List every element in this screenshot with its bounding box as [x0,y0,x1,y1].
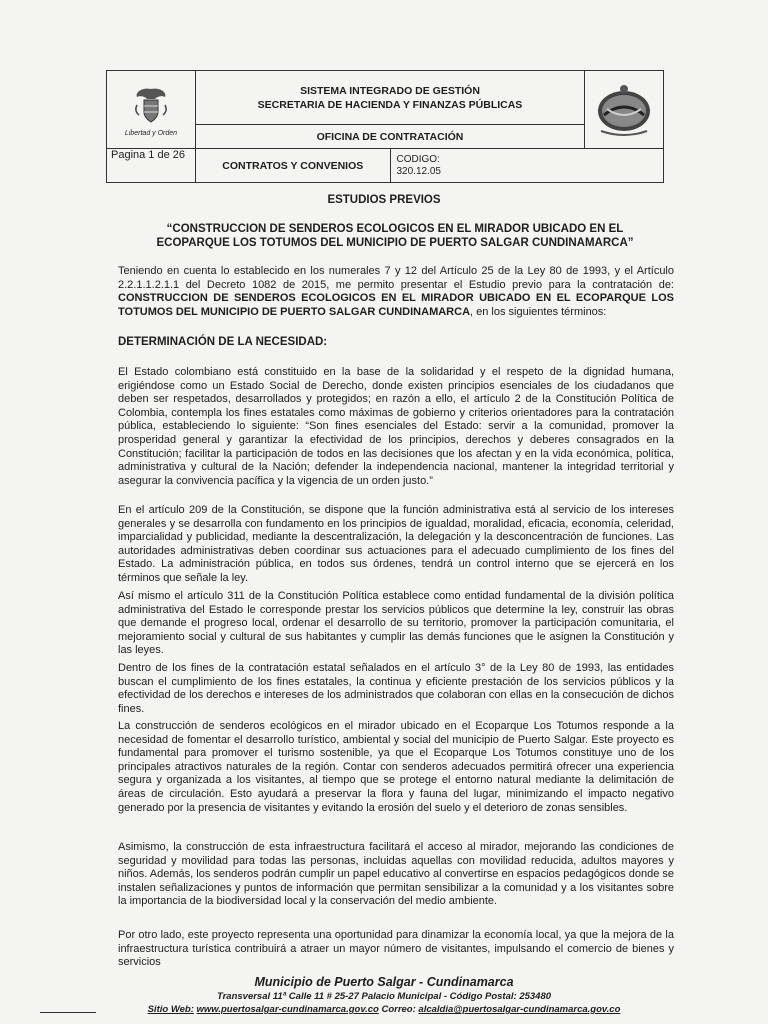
code-value: 320.12.05 [396,165,441,177]
municipal-logo-icon [593,79,655,141]
national-shield-cell [107,71,196,149]
national-motto: Libertad y Orden [124,129,178,137]
footer-email-link[interactable]: alcaldia@puertosalgar-cundinamarca.gov.co [418,1004,621,1015]
paragraph-6: Asimismo, la construcción de esta infraestructura facilitará el acceso al mirador, mejorando las condiciones de seguridad y movilidad para todas las personas, incluidas aquellas con movilidad reducida, adultos mayores y niños. Además, los senderos podrán cumplir un papel educativo al convertirse en espacios pedagógicos donde se instalen señalizaciones y puntos de información que permitan sensibilizar a la comunidad y a los visitantes sobre la importancia de la biodiversidad local y la conservación del medio ambiente. [118,841,674,908]
paragraph-1: El Estado colombiano está constituido en la base de la solidaridad y el respeto de la dignidad humana, erigiéndose como un Estado Social de Derecho, donde existen principios esenciales de los ciudadanos que deben ser respetados, desarrollados y protegidos; en razón a ello, el artículo 2 de la Constitución Política de Colombia, contempla los fines estatales como máximas de gobierno y criterios orientadores para la contratación pública, estableciendo lo siguiente: “Son fines esenciales del Estado: servir a la comunidad, promover la prosperidad general y garantizar la efectividad de los principios, derechos y deberes consagrados en la Constitución; facilitar la participación de todos en las decisiones que los afectan y en la vida económica, política, administrativa y cultural de la Nación; defender la independencia nacional, mantener la integridad territorial y asegurar la convivencia pacífica y la vigencia de un orden justo.” [118,366,674,487]
footer-address: Transversal 11ª Calle 11 # 25-27 Palacio Municipal - Código Postal: 253480 [216,991,552,1002]
intro-paragraph [118,265,674,319]
office-cell: OFICINA DE CONTRATACIÓN [196,125,585,149]
paragraph-7: Por otro lado, este proyecto representa una oportunidad para dinamizar la economía local, ya que la mejora de la infraestructura turística contribuirá a atraer un mayor número de visitantes, impulsando el comercio de bienes y servicios [118,929,674,969]
national-coat-of-arms-icon [131,85,171,125]
intro-bold: CONSTRUCCION DE SENDEROS ECOLOGICOS EN EL MIRADOR UBICADO EN EL ECOPARQUE LOS TOTUMOS DEL MUNICIPIO DE PUERTO SALGAR CUNDINAMARCA [118,292,674,318]
paragraph-4: Dentro de los fines de la contratación estatal señalados en el artículo 3° de la Ley 80 de 1993, las entidades buscan el cumplimiento de los fines estatales, la continua y eficiente prestación de los servicios públicos y la efectividad de los derechos e intereses de los administrados que colaboran con ellas en la consecución de dichos fines. [118,662,674,715]
section-cell: CONTRATOS Y CONVENIOS [196,149,391,183]
paragraph-5: La construcción de senderos ecológicos en el mirador ubicado en el Ecoparque Los Totumos responde a la necesidad de fomentar el desarrollo turístico, ambiental y social del municipio de Puerto Salgar. Este proyecto es fundamental para promover el turismo sostenible, ya que el Ecoparque Los Totumos constituye uno de los principales atractivos naturales de la región. Contar con senderos adecuados permitirá ofrecer una experiencia segura y organizada a los visitantes, al tiempo que se protege el entorno natural mediante la delimitación de áreas de circulación. Esto ayudará a preservar la flora y fauna del lugar, minimizando el impacto negativo generado por la presencia de visitantes y evitando la erosión del suelo y el deterioro de zonas sensibles. [118,720,674,814]
intro-tail: , en los siguientes términos: [470,305,607,318]
footer-rule [40,1012,96,1013]
document-title: ESTUDIOS PREVIOS [327,194,441,206]
intro-text: Teniendo en cuenta lo establecido en los numerales 7 y 12 del Artículo 25 de la Ley 80 de 1993, y el Artículo 2.2.1.1.2.1.1 del Decreto 1082 de 2015, me permito presentar el Estudio previo para la contratación de: [118,265,674,291]
footer-web-label: Sitio Web: [147,1004,194,1015]
footer-municipality: Municipio de Puerto Salgar - Cundinamarca [254,975,514,989]
footer-contact [0,1004,768,1015]
system-line-2: SECRETARIA DE HACIENDA Y FINANZAS PÚBLICAS [257,98,523,111]
section-heading: DETERMINACIÓN DE LA NECESIDAD: [118,336,328,348]
system-title-cell [196,71,585,125]
system-line-1: SISTEMA INTEGRADO DE GESTIÓN [300,84,480,97]
document-header [106,70,664,183]
municipal-logo-cell [585,71,664,149]
document-subject: “CONSTRUCCION DE SENDEROS ECOLOGICOS EN EL MIRADOR UBICADO EN EL ECOPARQUE LOS TOTUMOS DEL MUNICIPIO DE PUERTO SALGAR CUNDINAMARCA” [156,223,634,249]
footer-email-label: Correo: [381,1004,416,1015]
code-label: CODIGO: [396,153,440,165]
code-cell [390,149,664,183]
paragraph-3: Así mismo el artículo 311 de la Constitución Política establece como entidad fundamental de la división política administrativa del Estado le corresponde prestar los servicios públicos que determine la ley, construir las obras que demande el progreso local, ordenar el desarrollo de su territorio, promover la participación comunitaria, el mejoramiento social y cultural de sus habitantes y cumplir las demás funciones que le asignen la Constitución y las leyes. [118,590,674,657]
page-number: Pagina 1 de 26 [107,149,196,183]
paragraph-2: En el artículo 209 de la Constitución, se dispone que la función administrativa está al servicio de los intereses generales y se desarrolla con fundamento en los principios de igualdad, moralidad, eficacia, economía, celeridad, imparcialidad y publicidad, mediante la descentralización, la delegación y la desconcentración de funciones. Las autoridades administrativas deben coordinar sus actuaciones para el adecuado cumplimiento de los fines del Estado. La administración pública, en todos sus órdenes, tendrá un control interno que se ejercerá en los términos que señale la ley. [118,504,674,584]
footer-web-link[interactable]: www.puertosalgar-cundinamarca.gov.co [196,1004,379,1015]
